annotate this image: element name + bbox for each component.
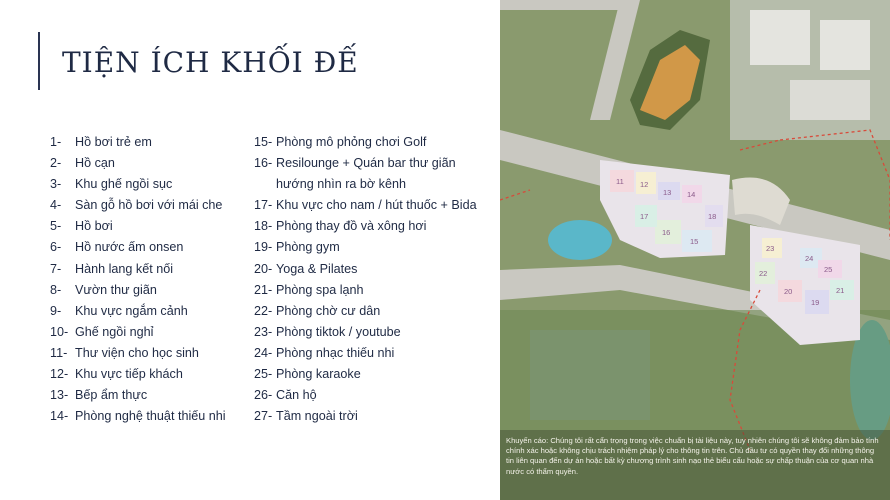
map-zone-label: 13 <box>663 188 672 197</box>
amenity-number: 14- <box>50 409 69 424</box>
amenity-number: 7- <box>50 261 62 276</box>
amenity-item <box>254 406 494 427</box>
amenity-number: 21- <box>254 282 273 297</box>
amenity-number: 26- <box>254 388 273 403</box>
amenity-number: 6- <box>50 240 62 255</box>
map-zone-label: 12 <box>640 180 649 189</box>
amenity-item <box>50 322 240 343</box>
amenity-label: Phòng tiktok / youtube <box>276 324 401 339</box>
amenity-item <box>254 280 494 301</box>
amenity-number: 8- <box>50 282 62 297</box>
amenity-label: Hồ nước ấm onsen <box>75 240 184 255</box>
amenity-number: 2- <box>50 156 62 171</box>
amenity-number: 12- <box>50 367 69 382</box>
amenity-number: 1- <box>50 135 62 149</box>
amenity-label: Ghế ngồi nghỉ <box>75 324 154 339</box>
amenity-list-right <box>254 132 494 427</box>
amenity-item <box>50 132 240 153</box>
map-zone-label: 23 <box>766 244 775 253</box>
amenity-item <box>254 195 494 216</box>
amenity-number: 23- <box>254 324 273 339</box>
amenity-item <box>50 216 240 237</box>
amenity-number: 25- <box>254 367 273 382</box>
amenity-label: Thư viện cho học sinh <box>75 345 199 360</box>
map-zone-label: 21 <box>836 286 845 295</box>
amenity-item <box>50 237 240 258</box>
page-title: TIỆN ÍCH KHỐI ĐẾ <box>62 46 359 79</box>
amenity-number: 5- <box>50 219 62 234</box>
amenity-item <box>50 195 240 216</box>
amenity-number: 11- <box>50 345 68 360</box>
amenity-item <box>254 364 494 385</box>
amenity-number: 17- <box>254 198 273 213</box>
amenity-list-left <box>50 132 240 427</box>
amenity-number: 3- <box>50 177 62 192</box>
disclaimer-text: Khuyến cáo: Chúng tôi rất cẩn trọng trong việc chuẩn bị tài liệu này, tuy nhiên chúng tôi sẽ không đảm bảo tính chính xác hoặc không chịu trách nhiệm pháp lý cho thông tin trên. Chủ đầu tư có quyền thay đổi những thông tin liên quan đến dự án hoặc bất kỳ chương trình sinh nạo thẻ biểu cấu hoặc sự chấp thuận của cơ quan nhà nước có thẩm quyền. <box>506 436 879 476</box>
amenity-label: Phòng karaoke <box>276 367 361 382</box>
amenity-label: Phòng gym <box>276 240 340 255</box>
amenity-label: Sàn gỗ hồ bơi với mái che <box>75 198 223 213</box>
map-zone-label: 14 <box>687 190 696 199</box>
amenity-item <box>50 301 240 322</box>
amenity-number: 20- <box>254 261 273 276</box>
amenity-item <box>254 301 494 322</box>
amenity-label: Hành lang kết nối <box>75 261 174 276</box>
amenity-label: Hồ bơi trẻ em <box>75 135 152 149</box>
title-accent-bar <box>38 32 40 90</box>
amenity-item <box>254 259 494 280</box>
amenity-label: Yoga & Pilates <box>276 261 358 276</box>
amenity-item <box>254 343 494 364</box>
amenity-item <box>50 343 240 364</box>
amenity-item <box>50 364 240 385</box>
map-building <box>750 10 810 65</box>
map-building <box>790 80 870 120</box>
map-zone-label: 24 <box>805 254 814 263</box>
map-road <box>500 0 620 10</box>
amenity-item <box>254 385 494 406</box>
amenity-number: 15- <box>254 135 273 149</box>
amenity-item <box>50 259 240 280</box>
map-zone-label: 16 <box>662 228 671 237</box>
amenity-number: 27- <box>254 409 273 424</box>
amenity-label: Phòng nhạc thiếu nhi <box>276 345 395 360</box>
amenity-item <box>254 216 494 237</box>
amenity-number: 9- <box>50 303 62 318</box>
amenity-item <box>50 406 240 427</box>
amenity-number: 24- <box>254 345 273 360</box>
amenity-label: Căn hộ <box>276 388 317 403</box>
site-plan-map <box>500 0 890 500</box>
amenity-label: Khu vực tiếp khách <box>75 367 183 382</box>
amenity-item <box>254 153 494 195</box>
amenity-label: Khu ghế ngồi sục <box>75 177 173 192</box>
map-zone-label: 19 <box>811 298 820 307</box>
map-zone-label: 18 <box>708 212 717 221</box>
amenity-label: Vườn thư giãn <box>75 282 157 297</box>
map-zone-label: 17 <box>640 212 649 221</box>
amenity-label: Khu vực cho nam / hút thuốc + Bida <box>276 198 477 213</box>
amenity-number: 19- <box>254 240 273 255</box>
amenity-item <box>50 174 240 195</box>
map-pool <box>548 220 612 260</box>
amenity-label: Phòng nghệ thuật thiếu nhi <box>75 409 226 424</box>
amenity-label: Phòng thay đồ và xông hơi <box>276 219 427 234</box>
amenity-label: Phòng mô phỏng chơi Golf <box>276 135 427 149</box>
amenity-item <box>50 385 240 406</box>
map-zone-label: 15 <box>690 237 699 246</box>
map-zone-label: 20 <box>784 287 793 296</box>
amenity-item <box>254 322 494 343</box>
amenity-item <box>50 280 240 301</box>
amenity-number: 13- <box>50 388 69 403</box>
amenity-label: Bếp ẩm thực <box>75 388 148 403</box>
amenity-label: Phòng spa lạnh <box>276 282 364 297</box>
amenity-label: Khu vực ngắm cảnh <box>75 303 188 318</box>
amenity-number: 16- <box>254 156 273 171</box>
map-zone-label: 22 <box>759 269 768 278</box>
map-zone-label: 25 <box>824 265 833 274</box>
amenity-number: 4- <box>50 198 62 213</box>
map-lagoon <box>530 330 650 420</box>
amenity-number: 22- <box>254 303 273 318</box>
map-building <box>820 20 870 70</box>
map-zone-label: 11 <box>616 177 624 186</box>
amenity-label: Hồ cạn <box>75 156 115 171</box>
amenity-number: 10- <box>50 324 69 339</box>
amenity-item <box>50 153 240 174</box>
amenity-label: Phòng chờ cư dân <box>276 303 381 318</box>
amenity-number: 18- <box>254 219 273 234</box>
amenity-label: Hồ bơi <box>75 219 113 234</box>
amenity-item <box>254 237 494 258</box>
amenity-label: Tầm ngoài trời <box>276 409 358 424</box>
amenity-label: Resilounge + Quán bar thư giãn hướng nhìn ra bờ kênh <box>276 156 456 192</box>
amenity-item <box>254 132 494 153</box>
